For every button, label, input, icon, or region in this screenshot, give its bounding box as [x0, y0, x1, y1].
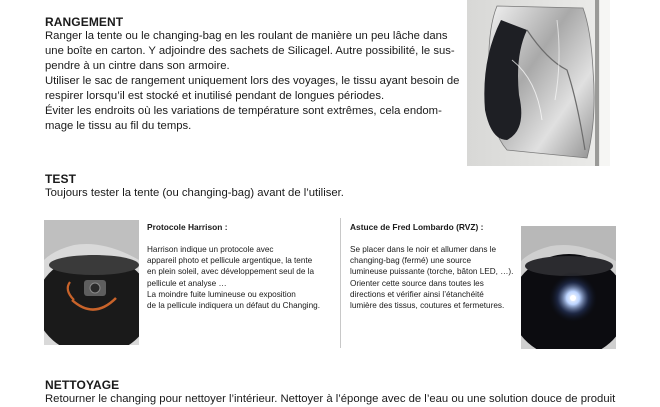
lombardo-text: Se placer dans le noir et allumer dans le changing-bag (fermé) une source lumineuse puissante (torche, bâton LED, …). Orienter cette source dans toutes les directions et vérifier ainsi l’étanchéité lumière des tissus, coutures et fermetures.: [350, 245, 514, 311]
harrison-title: Protocole Harrison :: [147, 222, 228, 232]
section-title-rangement: RANGEMENT: [45, 15, 124, 29]
nettoyage-paragraph: Retourner le changing pour nettoyer l’intérieur. Nettoyer à l’éponge avec de l’eau ou une solution douce de produit: [45, 393, 616, 405]
camera-in-bag-photo: [44, 220, 139, 345]
section-title-test: TEST: [45, 172, 77, 186]
light-test-photo: [521, 226, 616, 349]
column-divider: [340, 218, 341, 348]
harrison-text: Harrison indique un protocole avec appareil photo et pellicule argentique, la tente en plein soleil, avec développement seul de la pellicule et analyse … La moindre fuite lumineuse ou exposition de la pellicule indiquera un défaut du Changing.: [147, 245, 320, 311]
test-paragraph: Toujours tester la tente (ou changing-bag) avant de l’utiliser.: [45, 187, 344, 199]
lombardo-title: Astuce de Fred Lombardo (RVZ) :: [350, 222, 484, 232]
rangement-paragraph: Ranger la tente ou le changing-bag en les roulant de manière un peu lâche dans une boîte en carton. Y adjoindre des sachets de Silicagel. Autre possibilité, le sus- pendre à un cintre dans son armoire. Utiliser le sac de rangement uniquement lors des voyages, le tissu ayant besoin de respirer lorsqu’il est stocké et inutilisé pendant de longues périodes. Éviter les endroits où les variations de température sont extrêmes, cela endom- mage le tissu au fil du temps.: [45, 30, 460, 132]
hanging-bag-photo: [467, 0, 610, 166]
section-title-nettoyage: NETTOYAGE: [45, 378, 120, 392]
